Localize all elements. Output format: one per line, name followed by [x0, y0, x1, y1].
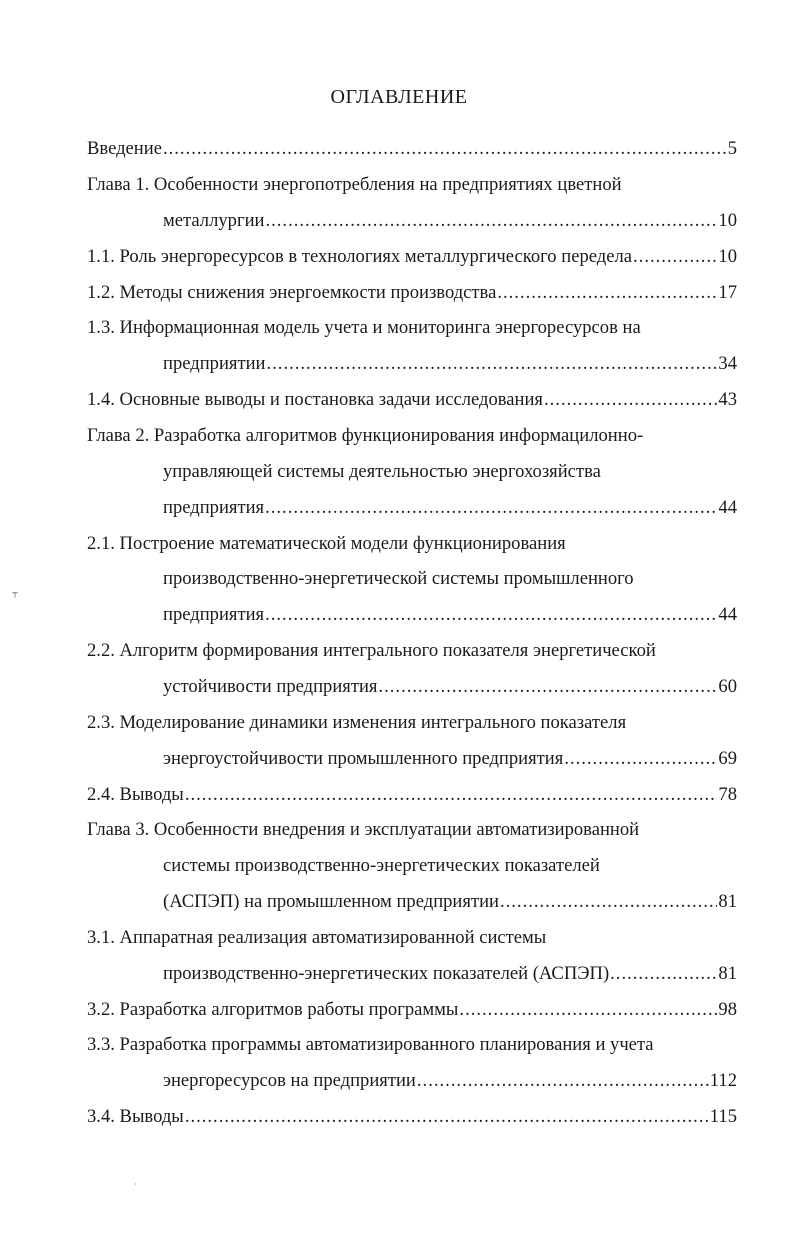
toc-entry-3-3-cont: [163, 1068, 737, 1094]
toc-entry-label: 2.2. Алгоритм формирования интегрального показателя энергетической: [87, 640, 656, 661]
toc-entry-label: 3.4. Выводы: [87, 1106, 184, 1127]
leader-dots: [497, 280, 717, 306]
toc-entry-label: 1.3. Информационная модель учета и мониторинга энергоресурсов на: [87, 317, 641, 338]
toc-entry-label: производственно-энергетических показателей (АСПЭП): [163, 963, 610, 984]
page-title: ОГЛАВЛЕНИЕ: [330, 86, 468, 108]
toc-entry-1-3: [87, 315, 641, 341]
toc-entry-chapter-2-cont2: [163, 495, 737, 521]
toc-entry-label: 1.4. Основные выводы и постановка задачи исследования: [87, 389, 543, 410]
toc-entry-2-4: [87, 782, 737, 808]
toc-entry-1-4: [87, 387, 737, 413]
leader-dots: [500, 889, 717, 915]
toc-entry-2-3: [87, 710, 626, 736]
toc-entry-3-1: [87, 925, 546, 951]
toc-entry-3-1-cont: [163, 961, 737, 987]
scan-speck: ·: [134, 1180, 137, 1189]
leader-dots: [378, 674, 717, 700]
toc-entry-label: предприятия: [163, 497, 265, 518]
toc-entry-2-1-cont2: [163, 602, 737, 628]
leader-dots: [417, 1068, 709, 1094]
leader-dots: [459, 997, 717, 1023]
toc-entry-label: Глава 2. Разработка алгоритмов функционирования информацилонно-: [87, 425, 644, 446]
leader-dots: [185, 1104, 709, 1130]
toc-entry-chapter-3-cont2: [163, 889, 737, 915]
page-number: 10: [718, 246, 737, 267]
toc-entry-2-3-cont: [163, 746, 737, 772]
toc-entry-label: управляющей системы деятельностью энергохозяйства: [163, 461, 601, 482]
leader-dots: [544, 387, 717, 413]
page-number: 43: [718, 389, 737, 410]
toc-entry-1-3-cont: [163, 351, 737, 377]
toc-entry-label: 3.2. Разработка алгоритмов работы программы: [87, 999, 459, 1020]
toc-entry-label: производственно-энергетической системы промышленного: [163, 568, 634, 589]
toc-entry-2-1: [87, 531, 566, 557]
toc-entry-2-2: [87, 638, 656, 664]
scan-speck: ⸆: [12, 590, 19, 604]
leader-dots: [265, 602, 717, 628]
toc-entry-label: 3.3. Разработка программы автоматизированного планирования и учета: [87, 1034, 654, 1055]
toc-entry-3-2: [87, 997, 737, 1023]
toc-entry-label: 1.1. Роль энергоресурсов в технологиях металлургического передела: [87, 246, 633, 267]
toc-entry-label: 2.1. Построение математической модели функционирования: [87, 533, 566, 554]
page-number: 81: [718, 963, 737, 984]
toc-entry-2-1-cont: [163, 566, 634, 592]
page-number: 44: [718, 604, 737, 625]
toc-entry-label: устойчивости предприятия: [163, 676, 378, 697]
toc-entry-label: 2.4. Выводы: [87, 784, 184, 805]
toc-entry-chapter-3: [87, 817, 639, 843]
toc-entry-label: (АСПЭП) на промышленном предприятии: [163, 891, 499, 912]
page-number: 78: [718, 784, 737, 805]
toc-entry-label: Глава 3. Особенности внедрения и эксплуатации автоматизированной: [87, 819, 640, 840]
page-number: 98: [718, 999, 737, 1020]
toc-entry-label: 1.2. Методы снижения энергоемкости производства: [87, 282, 497, 303]
page-number: 44: [718, 497, 737, 518]
page-number: 60: [718, 676, 737, 697]
toc-entry-label: 2.3. Моделирование динамики изменения интегрального показателя: [87, 712, 627, 733]
leader-dots: [633, 244, 717, 270]
leader-dots: [265, 208, 717, 234]
page-number: 115: [709, 1106, 737, 1127]
page-number: 69: [718, 748, 737, 769]
toc-entry-intro: [87, 136, 737, 162]
toc-entry-chapter-2: [87, 423, 643, 449]
toc-entry-2-2-cont: [163, 674, 737, 700]
toc-entry-label: предприятия: [163, 604, 265, 625]
toc-entry-chapter-1: [87, 172, 622, 198]
page-number: 34: [718, 353, 737, 374]
leader-dots: [564, 746, 717, 772]
toc-entry-label: предприятии: [163, 353, 266, 374]
toc-entry-label: 3.1. Аппаратная реализация автоматизированной системы: [87, 927, 547, 948]
toc-entry-label: энергоресурсов на предприятии: [163, 1070, 416, 1091]
toc-entry-3-3: [87, 1032, 654, 1058]
toc-entry-1-1: [87, 244, 737, 270]
toc-entry-label: металлургии: [163, 210, 265, 231]
toc-entry-chapter-2-cont: [163, 459, 601, 485]
toc-entry-label: Глава 1. Особенности энергопотребления на предприятиях цветной: [87, 174, 622, 195]
page-number: 112: [709, 1070, 737, 1091]
page-number: 17: [718, 282, 737, 303]
toc-entry-label: системы производственно-энергетических показателей: [163, 855, 600, 876]
leader-dots: [185, 782, 718, 808]
page-number: 81: [718, 891, 737, 912]
toc-entry-label: энергоустойчивости промышленного предприятия: [163, 748, 564, 769]
page-number: 5: [727, 138, 737, 159]
toc-entry-label: Введение: [87, 138, 162, 159]
toc-entry-chapter-3-cont: [163, 853, 600, 879]
page-number: 10: [718, 210, 737, 231]
toc-entry-3-4: [87, 1104, 737, 1130]
leader-dots: [265, 495, 717, 521]
leader-dots: [610, 961, 717, 987]
leader-dots: [267, 351, 718, 377]
leader-dots: [163, 136, 727, 162]
toc-entry-chapter-1-cont: [163, 208, 737, 234]
toc-entry-1-2: [87, 280, 737, 306]
